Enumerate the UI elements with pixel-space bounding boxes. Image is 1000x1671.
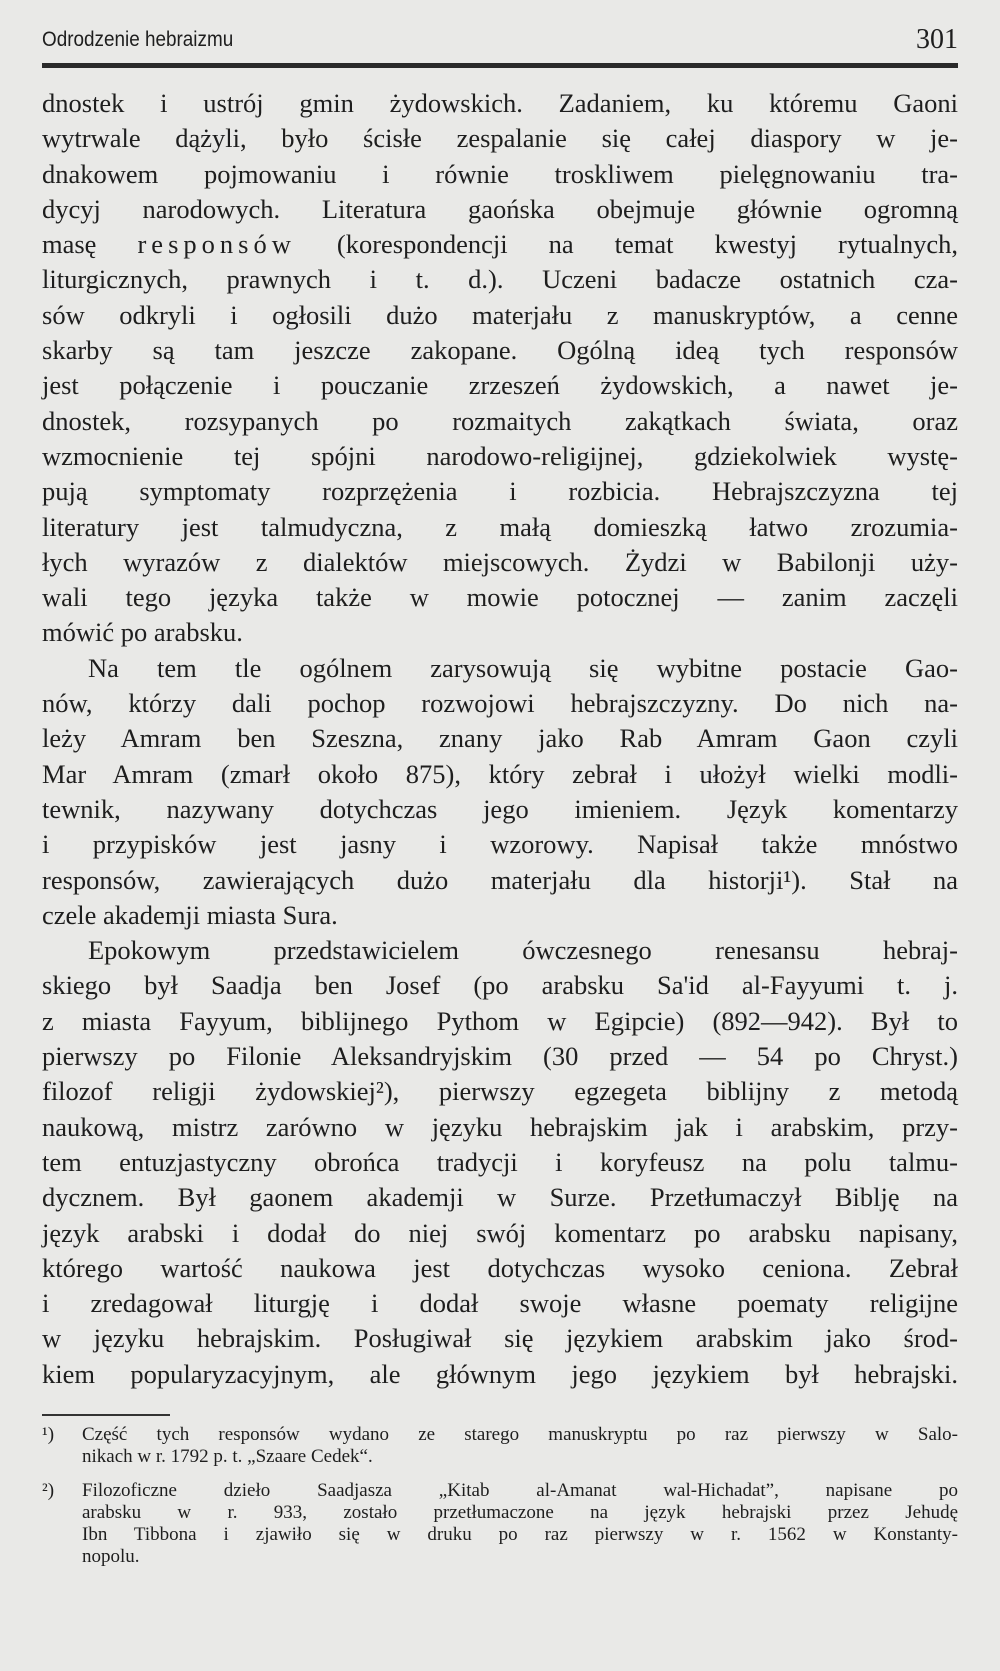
- text-line: naukową, mistrz zarówno w języku hebrajskim jak i arabskim, przy-: [42, 1111, 958, 1142]
- text-line: w języku hebrajskim. Posługiwał się językiem arabskim jako środ-: [42, 1323, 958, 1354]
- text-line: wzmocnienie tej spójni narodowo-religijnej, gdziekolwiek wystę-: [42, 440, 958, 471]
- footnote-line: [42, 1480, 958, 1502]
- emphasized-word: responsów: [137, 229, 296, 260]
- text-line: skarby są tam jeszcze zakopane. Ogólną ideą tych responsów: [42, 335, 958, 366]
- text-line: mówić po arabsku.: [42, 617, 243, 648]
- footnote-line: [42, 1546, 958, 1568]
- text-line: liturgicznych, prawnych i t. d.). Uczeni badacze ostatnich cza-: [42, 264, 958, 295]
- text-line: pierwszy po Filonie Aleksandryjskim (30 przed — 54 po Chryst.): [42, 1041, 958, 1072]
- text-line: wali tego języka także w mowie potocznej — zanim zaczęli: [42, 582, 958, 613]
- body-text: [42, 86, 958, 1392]
- footnote-text: Część tych responsów wydano ze starego manuskryptu po raz pierwszy w Salo-: [82, 1424, 958, 1445]
- text-line: tewnik, nazywany dotychczas jego imieniem. Język komentarzy: [42, 793, 958, 824]
- footnote-line: [42, 1446, 958, 1468]
- text-line: i przypisków jest jasny i wzorowy. Napisał także mnóstwo: [42, 829, 958, 860]
- footnote-line: [42, 1524, 958, 1546]
- footnotes: [42, 1424, 958, 1568]
- text-line: Na tem tle ogólnem zarysowują się wybitne postacie Gao-: [88, 652, 958, 683]
- text-line: leży Amram ben Szeszna, znany jako Rab Amram Gaon czyli: [42, 723, 958, 754]
- text-line: tem entuzjastyczny obrońca tradycji i koryfeusz na polu talmu-: [42, 1146, 958, 1177]
- footnote-separator: [42, 1414, 170, 1416]
- text-line: sów odkryli i ogłosili dużo materjału z manuskryptów, a cenne: [42, 299, 958, 330]
- footnote-mark: ²): [42, 1480, 55, 1501]
- text-line: dycyj narodowych. Literatura gaońska obejmuje głównie ogromną: [42, 193, 958, 224]
- text-line: język arabski i dodał do niej swój komentarz po arabsku napisany,: [42, 1217, 958, 1248]
- text-line: wytrwale dążyli, było ścisłe zespalanie się całej diaspory w je-: [42, 123, 958, 154]
- text-line: Epokowym przedstawicielem ówczesnego renesansu hebraj-: [88, 935, 958, 966]
- running-header: [42, 24, 958, 58]
- text-line: skiego był Saadja ben Josef (po arabsku Sa'id al-Fayyumi t. j.: [42, 970, 958, 1001]
- text-line: masę responsów (korespondencji na temat kwestyj rytualnych,: [42, 229, 958, 260]
- text-line: literatury jest talmudyczna, z małą domieszką łatwo zrozumia-: [42, 511, 958, 542]
- text-line: dnostek, rozsypanych po rozmaitych zakątkach świata, oraz: [42, 405, 958, 436]
- text-line: dycznem. Był gaonem akademji w Surze. Przetłumaczył Biblję na: [42, 1182, 958, 1213]
- footnote-line: [42, 1424, 958, 1446]
- text-line: Mar Amram (zmarł około 875), który zebrał i ułożył wielki modli-: [42, 758, 958, 789]
- footnote-text: nopolu.: [82, 1546, 140, 1567]
- text-line: filozof religji żydowskiej²), pierwszy egzegeta biblijny z metodą: [42, 1076, 958, 1107]
- footnote-text: arabsku w r. 933, zostało przetłumaczone na język hebrajski przez Jehudę: [82, 1502, 958, 1523]
- text-line: pują symptomaty rozprzężenia i rozbicia. Hebrajszczyzna tej: [42, 476, 958, 507]
- text-line: dnakowem pojmowaniu i równie troskliwem pielęgnowaniu tra-: [42, 158, 958, 189]
- text-line: czele akademji miasta Sura.: [42, 899, 338, 930]
- text-line: łych wyrazów z dialektów miejscowych. Żydzi w Babilonji uży-: [42, 546, 958, 577]
- text-line: i zredagował liturgję i dodał swoje własne poematy religijne: [42, 1288, 958, 1319]
- footnote-mark: ¹): [42, 1424, 55, 1445]
- running-title: Odrodzenie hebraizmu: [42, 28, 234, 51]
- text-line: dnostek i ustrój gmin żydowskich. Zadaniem, ku któremu Gaoni: [42, 88, 958, 118]
- header-rule: [42, 63, 958, 68]
- text-line: nów, którzy dali pochop rozwojowi hebrajszczyzny. Do nich na-: [42, 688, 958, 719]
- footnote-line: [42, 1502, 958, 1524]
- footnote-text: Filozoficzne dzieło Saadjasza „Kitab al-Amanat wal-Hichadat”, napisane po: [82, 1480, 958, 1501]
- footnote-text: Ibn Tibbona i zjawiło się w druku po raz pierwszy w r. 1562 w Konstanty-: [82, 1524, 958, 1545]
- text-line: kiem popularyzacyjnym, ale głównym jego językiem był hebrajski.: [42, 1358, 958, 1389]
- text-line: z miasta Fayyum, biblijnego Pythom w Egipcie) (892—942). Był to: [42, 1005, 958, 1036]
- footnote-text: nikach w r. 1792 p. t. „Szaare Cedek“.: [82, 1446, 373, 1467]
- page-number: 301: [916, 24, 958, 55]
- text-line: jest połączenie i pouczanie zrzeszeń żydowskich, a nawet je-: [42, 370, 958, 401]
- text-line: którego wartość naukowa jest dotychczas wysoko ceniona. Zebrał: [42, 1252, 958, 1283]
- text-line: responsów, zawierających dużo materjału dla historji¹). Stał na: [42, 864, 958, 895]
